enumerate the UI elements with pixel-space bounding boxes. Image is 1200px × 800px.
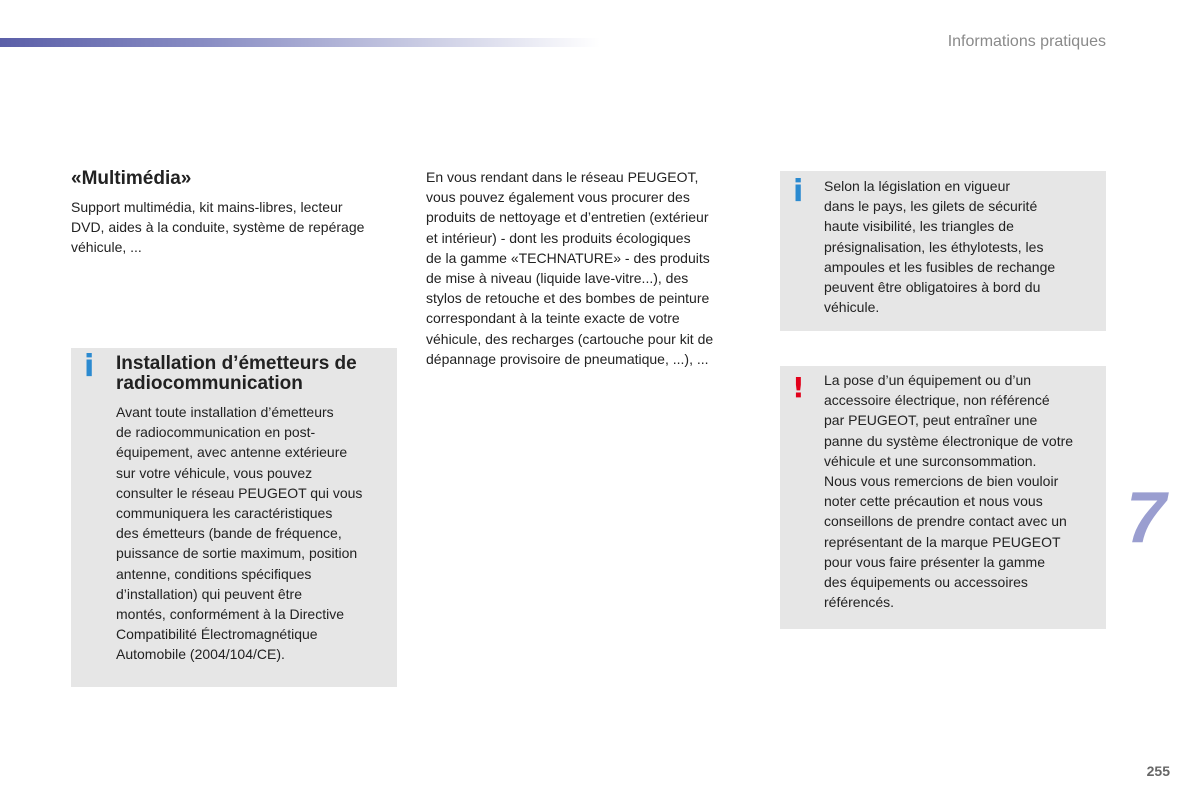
info-icon: i [84,349,95,384]
multimedia-text: Support multimédia, kit mains-libres, lecteur DVD, aides à la conduite, système de repérage véhicule, ... [71,199,365,256]
chapter-number: 7 [1126,478,1167,558]
header-gradient-bar [0,38,600,47]
section-title: Informations pratiques [947,33,1106,50]
multimedia-heading: «Multimédia» [71,168,192,189]
warning-icon: ! [792,371,805,404]
legal-text: Selon la législation en vigueur dans le pays, les gilets de sécurité haute visibilité, les triangles de présignalisation, les éthylotests, les ampoules et les fusibles de rechange peuvent être obligatoires à bord du véhicule. [824,178,1056,316]
middle-column-text: En vous rendant dans le réseau PEUGEOT, vous pouvez également vous procurer des produits de nettoyage et d’entretien (extérieur et intérieur) - dont les produits écologiques de la gamme «TECHNATURE» - des produits de mise à niveau (liquide lave-vitre...), des stylos de retouche et des bombes de peinture correspondant à la teinte exacte de votre véhicule, des recharges (cartouche pour kit de dépannage provisoire de pneumatique, ...), ... [426,169,714,367]
info-icon: i [793,174,804,209]
warning-text: La pose d’un équipement ou d’un accessoire électrique, non référencé par PEUGEOT, peut entraîner une panne du système électronique de votre véhicule et une surconsommation. Nous vous remercions de bien vouloir noter cette précaution et nous vous conseillons de prendre contact avec un représentant de la marque PEUGEOT pour vous faire présenter la gamme des équipements ou accessoires référencés. [824,372,1074,611]
page-number: 255 [1146,763,1170,779]
install-heading: Installation d’émetteurs de radiocommunication [116,353,357,394]
install-text: Avant toute installation d’émetteurs de radiocommunication en post- équipement, avec antenne extérieure sur votre véhicule, vous pouvez consulter le réseau PEUGEOT qui vous communiquera les caractéristiques des émetteurs (bande de fréquence, puissance de sortie maximum, position antenne, conditions spécifiques d’installation) qui peuvent être montés, conformément à la Directive Compatibilité Électromagnétique Automobile (2004/104/CE). [116,404,363,663]
